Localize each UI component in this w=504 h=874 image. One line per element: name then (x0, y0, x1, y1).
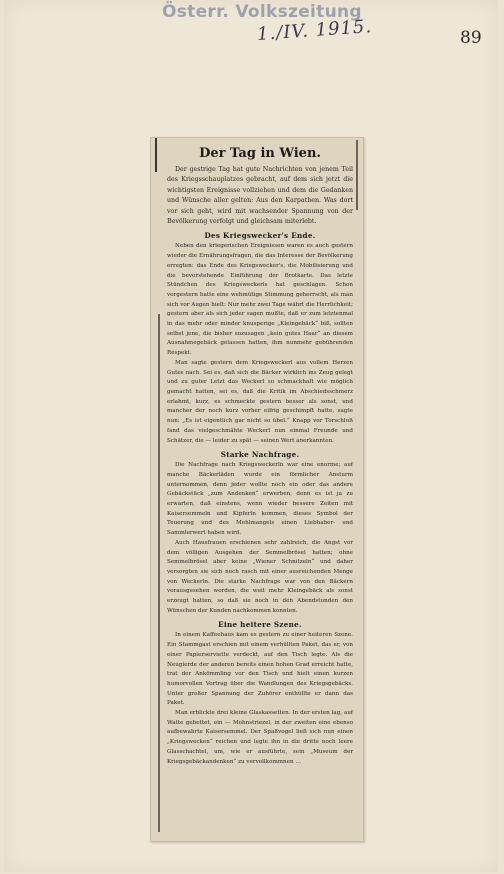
page-number: 89 (460, 28, 482, 48)
section-heading: Starke Nachfrage. (220, 450, 300, 460)
column-rule-right (356, 140, 358, 210)
newspaper-name-stamp: Österr. Volkszeitung (162, 2, 362, 22)
section-paragraph: Man sagte gestern dem Kriegsweckerl aus vollem Herzen Gutes nach. Sei es, daß sich die Bäcker wirklich ins Zeug gelegt und zu guter Letzt das Weckerl so schmackhaft wie möglich gemacht hatten, sei es, daß die Kritik im Abschiedsschmerz erlahmt, kurz, es schmeckte gestern besser als sonst, und mancher der noch kurz vorher eifrig geschimpft hatte, sagte nun: „Es ist eigentlich gar nicht so übel.“ Knapp vor Torschluß fand das vielgeschmähte Weckerl nun einmal Freunde und Schätzer, die — leider zu spät — seinen Wert anerkannten. (167, 359, 353, 444)
column-rule-top (155, 138, 163, 172)
section-paragraph: Auch Hausfrauen erschienen sehr zahlreich, die Angst vor dem völligen Ausgehen der Semmelbrösel hatten; ohne Semmelbrösel aber keine „Wiener Schnitzeln“ und daher versorgten sie sich noch rasch mit einer ausreichenden Menge von Weckerln. Die starke Nachfrage war von den Bäckern vorausgesehen worden, die weit mehr Kleingebäck als sonst erzeugt hatten, so daß sie noch in den Abendstunden den Wünschen der Kunden nachkommen konnten. (167, 539, 353, 614)
section-paragraph: In einem Kaffeehaus kam es gestern zu einer heiteren Szene. Ein Stammgast erschien mit einem verhüllten Paket, das er, von einer Papierserviette verdeckt, auf den Tisch legte. Als die Neugierde der anderen bereits einen hohen Grad erreicht hatte, trat der Ankömmling vor den Tisch und hielt einen kurzen humorvollen Vortrag über die Wandlungen des Kriegsgebäcks. Unter großer Spannung der Zuhörer enthüllte er dann das Paket. (167, 632, 353, 707)
article-title: Der Tag in Wien. (199, 146, 321, 161)
article-body (167, 144, 353, 767)
section-heading: Eine heitere Szene. (218, 620, 302, 630)
section-paragraph: Die Nachfrage nach Kriegsweckerln war eine enorme; auf manche Bäckerläden wurde ein förmlicher Ansturm unternommen, denn jeder wollte noch ein oder das andere Gebäckstück „zum Andenken“ erwerben, denn es ist ja zu erwarten, daß einstens, wenn wieder bessere Zeiten mit Kaisersemmeln und Kipferln kommen, dieses Symbol der Teuerung und des Mehlmangels einen Liebhaber- und Sammlerwert haben wird. (167, 462, 353, 537)
column-rule-left (158, 314, 160, 832)
section-paragraph: Neben den kriegerischen Ereignissen waren es auch gestern wieder die Ernährungsfragen, die das Interesse der Bevölkerung erregten: das Ende des Kriegswecker's, die Mobilisierung und die bevorstehende Einführung der Brotkarte. Das letzte Stündchen des Kriegsweckerls hat geschlagen. Schon vorgestern hatte eine wehmütige Stimmung geherrscht, als man sich vor Augen hielt: Nur mehr zwei Tage währt die Herrlichkeit; gestern aber als sich jeder sagen mußte, daß er zum letztenmal in das mehr oder minder knusperige „Kleingebäck“ biß, sollten selbst jene, die bisher sozusagen „kein gutes Haar“ an diesem Ausnahmegebäck gelassen hatten, ihm nunmehr gebührenden Respekt. (167, 243, 353, 357)
section-paragraph: Man erblickte drei kleine Glaskassetten. In der ersten lag, auf Watte gebettet, ein — Mohnstriezel, in der zweiten eine ebenso aufbewahrte Kaisersemmel. Der Spaßvogel ließ sich nun einen „Kriegswecken“ reichen und legte ihn in die dritte noch leere Glasschachtel, um, wie er ausführte, sein „Museum der Kriegsgebäckandenken“ zu vervollkommnen … (167, 710, 353, 765)
handwritten-date: 1./IV. 1915. (256, 16, 373, 45)
newspaper-clipping (150, 137, 364, 842)
article-intro: Der gestrige Tag hat gute Nachrichten von jenem Teil des Kriegsschauplatzes gebracht, auf dem sich jetzt die wichtigsten Ereignisse vollziehen und dem die Gedanken und Wünsche aller gelten: Aus den Karpathen. Was dort vor sich geht, wird mit wachsender Spannung von der Bevölkerung verfolgt und gleichsam miterlebt. (167, 166, 353, 226)
section-heading: Des Kriegswecker's Ende. (204, 231, 316, 241)
